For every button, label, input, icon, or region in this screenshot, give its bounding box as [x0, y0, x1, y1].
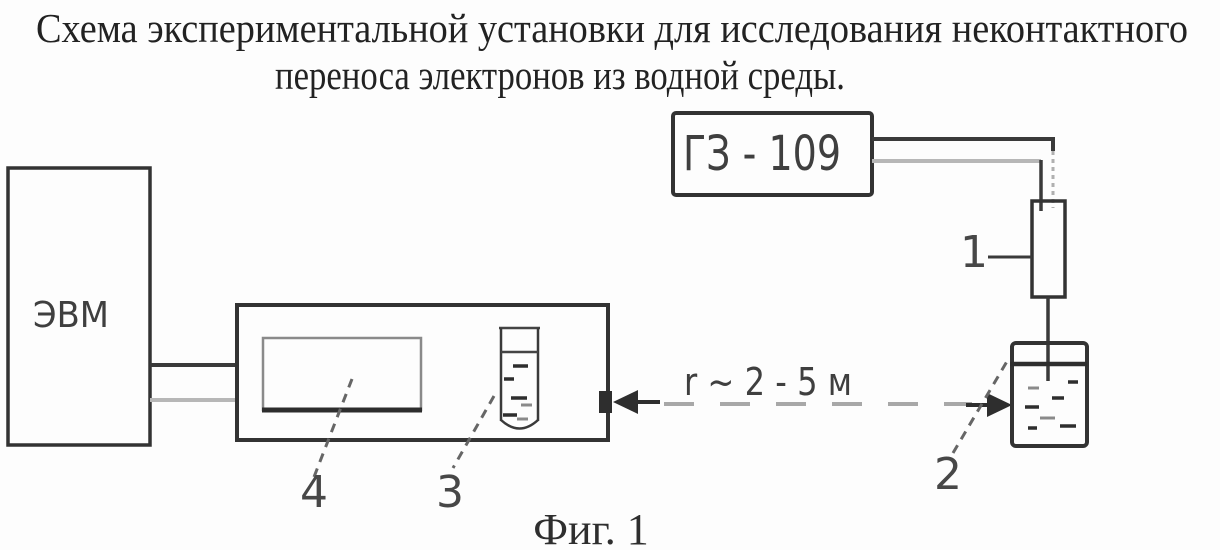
computer-label: ЭВМ: [33, 295, 109, 336]
detector-box: [237, 305, 608, 440]
wire-generator-dark: [872, 139, 1053, 151]
left-arrow-icon: [613, 390, 660, 414]
figure-caption: Фиг. 1: [533, 505, 649, 550]
left-arrow-head: [613, 390, 638, 414]
ref-label-1: 1: [960, 227, 988, 278]
right-arrow-head: [987, 393, 1012, 417]
leader-line-3: [453, 396, 494, 468]
figure-title-line1: Схема экспериментальной установки для исследования неконтактного: [36, 5, 1188, 51]
test-tube-bottom: [501, 420, 538, 429]
sensor-window: [599, 391, 612, 413]
ref-label-2: 2: [934, 449, 962, 500]
display-panel: [263, 338, 421, 410]
distance-label: r ~ 2 - 5 м: [684, 360, 852, 404]
figure-title-line2: переноса электронов из водной среды.: [275, 52, 845, 98]
emitter-box: [1032, 201, 1065, 297]
ref-label-4: 4: [300, 467, 328, 518]
ref-label-3: 3: [436, 467, 464, 518]
generator-label: ГЗ - 109: [683, 126, 841, 182]
right-arrow-icon: [966, 393, 1012, 417]
test-tube: [499, 328, 540, 429]
leader-line-4: [314, 379, 352, 477]
